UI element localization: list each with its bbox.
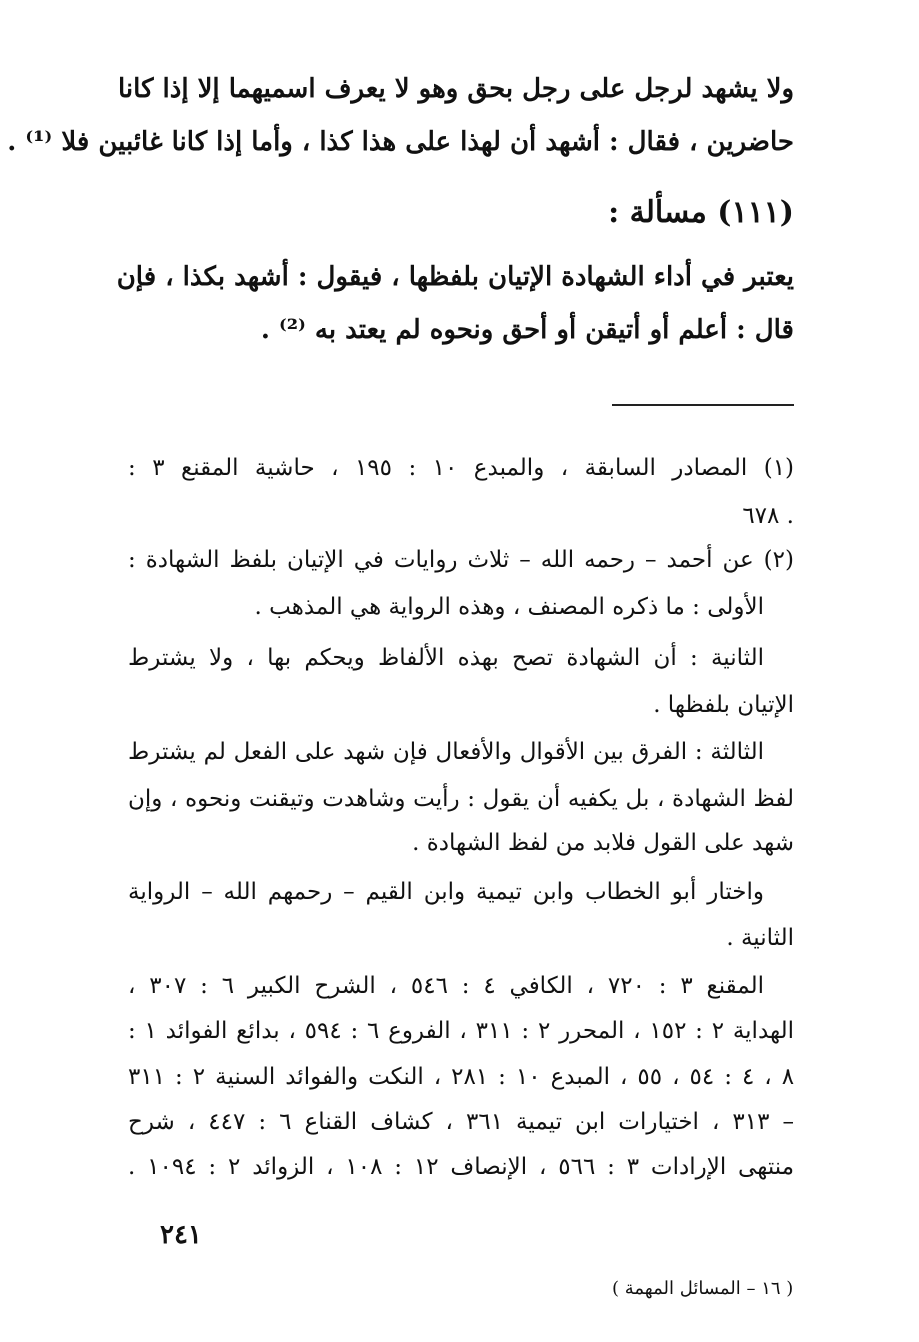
page-number: ٢٤١ [160, 1220, 202, 1250]
body-paragraph-1-line-2: حاضرين ، فقال : أشهد أن لهذا على هذا كذا ، وأما إذا كانا غائبين فلا ⁽¹⁾ . [7, 127, 794, 157]
footnote-2-line-5: الثالثة : الفرق بين الأقوال والأفعال فإن شهد على الفعل لم يشترط [128, 739, 764, 765]
references-line-4: – ٣١٣ ، اختيارات ابن تيمية ٣٦١ ، كشاف القناع ٦ : ٤٤٧ ، شرح [128, 1109, 794, 1135]
footnote-1-line-2: ٦٧٨ . [742, 503, 794, 529]
body-paragraph-2-line-1: يعتبر في أداء الشهادة الإتيان بلفظها ، فيقول : أشهد بكذا ، فإن [116, 262, 794, 292]
footnote-2-line-4: الإتيان بلفظها . [653, 692, 794, 718]
printer-signature: ( ١٦ – المسائل المهمة ) [612, 1278, 794, 1299]
references-line-1: المقنع ٣ : ٧٢٠ ، الكافي ٤ : ٥٤٦ ، الشرح الكبير ٦ : ٣٠٧ ، [128, 973, 765, 999]
references-line-5: منتهى الإرادات ٣ : ٥٦٦ ، الإنصاف ١٢ : ١٠٨ ، الزوائد ٢ : ١٠٩٤ . [128, 1154, 795, 1180]
footnote-2-line-7: شهد على القول فلابد من لفظ الشهادة . [412, 830, 794, 856]
footnote-2-line-3: الثانية : أن الشهادة تصح بهذه الألفاظ ويحكم بها ، ولا يشترط [128, 645, 764, 671]
body-paragraph-2-line-2: قال : أعلم أو أتيقن أو أحق ونحوه لم يعتد به ⁽²⁾ . [260, 315, 794, 345]
footnote-2-line-8: واختار أبو الخطاب وابن تيمية وابن القيم – رحمهم الله – الرواية [128, 879, 764, 905]
references-line-3: ٨ ، ٤ : ٥٤ ، ٥٥ ، المبدع ١٠ : ٢٨١ ، النكت والفوائد السنية ٢ : ٣١١ [128, 1064, 795, 1090]
footnote-2-line-9: الثانية . [726, 925, 794, 951]
footnote-1-line-1: (١) المصادر السابقة ، والمبدع ١٠ : ١٩٥ ، حاشية المقنع ٣ : [128, 455, 795, 481]
footnote-2-line-1: (٢) عن أحمد – رحمه الله – ثلاث روايات في الإتيان بلفظ الشهادة : [128, 547, 794, 573]
footnote-separator [612, 404, 794, 406]
body-paragraph-1-line-1: ولا يشهد لرجل على رجل بحق وهو لا يعرف اسميهما إلا إذا كانا [118, 74, 794, 104]
issue-heading: (١١١) مسألة : [608, 195, 794, 230]
footnote-2-line-2: الأولى : ما ذكره المصنف ، وهذه الرواية هي المذهب . [254, 594, 764, 620]
references-line-2: الهداية ٢ : ١٥٢ ، المحرر ٢ : ٣١١ ، الفروع ٦ : ٥٩٤ ، بدائع الفوائد ١ : [128, 1018, 795, 1044]
footnote-2-line-6: لفظ الشهادة ، بل يكفيه أن يقول : رأيت وشاهدت وتيقنت ونحوه ، وإن [128, 786, 794, 812]
